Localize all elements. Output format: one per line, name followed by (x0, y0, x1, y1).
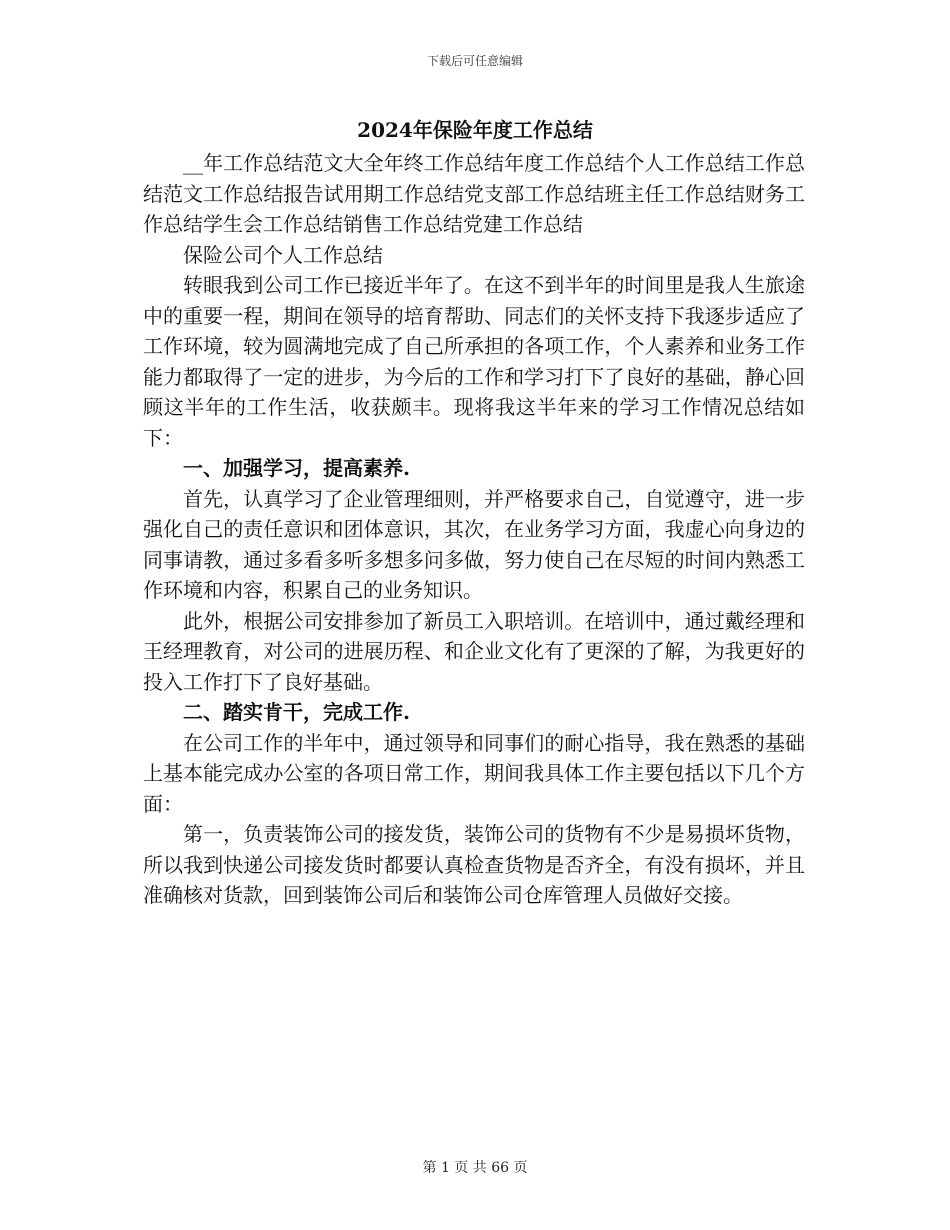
paragraph-subtitle: 保险公司个人工作总结 (183, 242, 383, 267)
section-heading-1: 一、加强学习，提高素养. (183, 456, 410, 480)
paragraph: 此外，根据公司安排参加了新员工入职培训。在培训中，通过戴经理和王经理教育，对公司的进展历程、和企业文化有了更深的了解，为我更好的投入工作打下了良好基础。 (143, 608, 805, 694)
paragraph: 在公司工作的半年中，通过领导和同事们的耐心指导，我在熟悉的基础上基本能完成办公室的各项日常工作，期间我具体工作主要包括以下几个方面： (143, 730, 805, 816)
page-footer: 第 1 页 共 66 页 (422, 1160, 528, 1176)
paragraph-intro: 转眼我到公司工作已接近半年了。在这不到半年的时间里是我人生旅途中的重要一程，期间在领导的培育帮助、同志们的关怀支持下我逐步适应了工作环境，较为圆满地完成了自己所承担的各项工作，个人素养和业务工作能力都取得了一定的进步，为今后的工作和学习打下了良好的基础，静心回顾这半年的工作生活，收获颇丰。现将我这半年来的学习工作情况总结如下： (143, 273, 805, 450)
paragraph: 第一，负责装饰公司的接发货，装饰公司的货物有不少是易损坏货物，所以我到快递公司接发货时都要认真检查货物是否齐全，有没有损坏，并且准确核对货款，回到装饰公司后和装饰公司仓库管理人员做好交接。 (143, 822, 805, 907)
page-header: 下载后可任意编辑 (426, 54, 523, 68)
paragraph-related-links: __年工作总结范文大全年终工作总结年度工作总结个人工作总结工作总结范文工作总结报告试用期工作总结党支部工作总结班主任工作总结财务工作总结学生会工作总结销售工作总结党建工作总结 (143, 151, 805, 236)
section-heading-2: 二、踏实肯干，完成工作. (183, 700, 410, 724)
document-title: 2024年保险年度工作总结 (357, 118, 593, 142)
paragraph: 首先，认真学习了企业管理细则，并严格要求自己，自觉遵守，进一步强化自己的责任意识和团体意识，其次，在业务学习方面，我虚心向身边的同事请教，通过多看多听多想多问多做，努力使自己在尽短的时间内熟悉工作环境和内容，积累自己的业务知识。 (143, 486, 805, 602)
document-body (143, 148, 805, 911)
